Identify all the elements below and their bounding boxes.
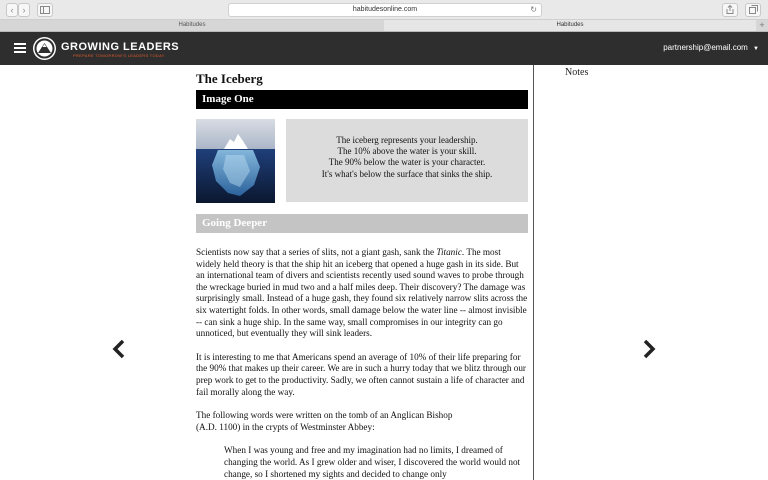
address-bar[interactable]: [228, 3, 542, 17]
tab-bar: [0, 20, 768, 32]
section-header-image-one: Image One: [196, 90, 528, 109]
brand-name[interactable]: GROWING LEADERS: [61, 41, 180, 53]
quote-line: It's what's below the surface that sinks the ship.: [321, 168, 493, 179]
new-tab-button[interactable]: +: [759, 20, 765, 30]
brand-tagline: PREPARE TOMORROW'S LEADERS TODAY: [73, 53, 165, 58]
next-page-arrow-icon[interactable]: [642, 339, 656, 359]
quote-line: The 10% above the water is your skill.: [337, 146, 477, 157]
sidebar-toggle-button[interactable]: [37, 3, 53, 17]
tab-habitudes-1[interactable]: Habitudes: [178, 22, 206, 28]
paragraph-titanic: [196, 247, 528, 340]
section-header-going-deeper: Going Deeper: [196, 214, 528, 233]
paragraph-tomb-intro: [196, 410, 528, 433]
iceberg-image: [196, 119, 275, 203]
chevron-down-icon: ▼: [753, 46, 759, 52]
back-button[interactable]: ‹: [6, 3, 18, 17]
share-button[interactable]: [722, 3, 738, 17]
paragraph-text: . The most widely held theory is that the ship hit an iceberg that opened a huge gash in its side. But an international team of divers and scientists recently used sound waves to probe through the wreckage buried in mud two and a half miles deep. Their discovery? The damage was surprisingly small. Instead of a huge gash, they found six relatively narrow slits across the six watertight folds. In other words, small damage below the water line -- almost invisible -- can sink a huge ship. In the same way, small compromises in our integrity can go unnoticed, but eventually they will sink leaders.: [196, 247, 528, 339]
notes-heading: Notes: [565, 67, 589, 78]
browser-toolbar: [0, 0, 768, 20]
paragraph-preparation: It is interesting to me that Americans spend an average of 10% of their life preparing for the 90% that makes up their career. We are in such a hurry today that we blitz through our prep work to get to the productivity. Sadly, we often cannot sustain a life of character and fail morally along the way.: [196, 351, 526, 397]
growing-leaders-logo-icon[interactable]: [33, 37, 56, 60]
lesson-content: [196, 71, 528, 480]
account-menu[interactable]: [663, 43, 759, 52]
hamburger-menu-icon[interactable]: [14, 43, 26, 53]
tab-habitudes-2[interactable]: Habitudes: [384, 20, 756, 31]
app-header: [0, 32, 768, 65]
account-email: partnership@email.com: [663, 43, 748, 52]
previous-page-arrow-icon[interactable]: [112, 339, 126, 359]
tab-overview-button[interactable]: [745, 3, 761, 17]
titanic-italic: Titanic: [436, 247, 462, 257]
sidebar-icon: [40, 6, 50, 14]
quote-line: The iceberg represents your leadership.: [336, 135, 478, 145]
share-icon: [726, 5, 734, 14]
url-text: habitudesonline.com: [352, 6, 418, 13]
tomb-intro-line-1: The following words were written on the tomb of an Anglican Bishop: [196, 410, 453, 421]
tomb-intro-line-2: (A.D. 1100) in the crypts of Westminster Abbey:: [196, 421, 375, 432]
tomb-quote: When I was young and free and my imagination had no limits, I dreamed of changing the world. As I grew older and wiser, I discovered the world would not change, so I shortened my sights and decided to change only: [224, 445, 521, 479]
forward-button[interactable]: ›: [18, 3, 30, 17]
reload-icon[interactable]: ↻: [530, 5, 537, 14]
paragraph-text: Scientists now say that a series of slits, not a giant gash, sank the: [196, 247, 437, 257]
page-title: The Iceberg: [196, 71, 263, 86]
reader-divider: [533, 65, 534, 480]
iceberg-quote-box: [286, 119, 528, 202]
image-row: [196, 119, 528, 203]
tabs-icon: [749, 5, 758, 14]
quote-line: The 90% below the water is your character.: [328, 157, 486, 168]
